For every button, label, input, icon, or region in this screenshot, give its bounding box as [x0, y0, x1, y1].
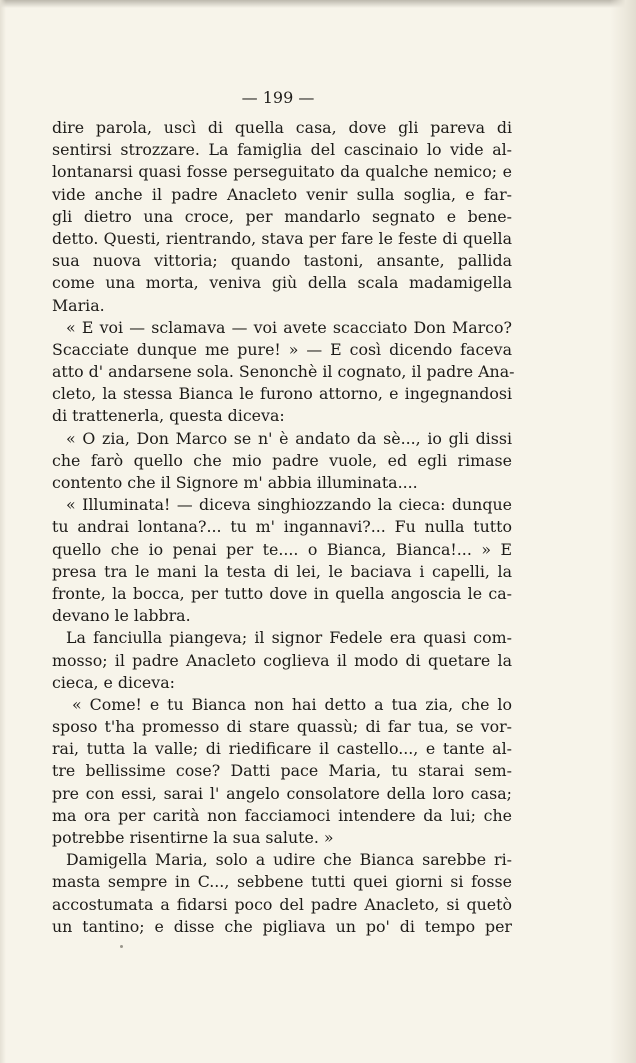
text-line: cleto, la stessa Bianca le furono attorno, e ingegnandosi	[52, 384, 512, 404]
text-line: La fanciulla piangeva; il signor Fedele era quasi com-	[66, 628, 512, 648]
text-line: tu andrai lontana?... tu m' ingannavi?... Fu nulla tutto	[52, 517, 512, 537]
text-line: che farò quello che mio padre vuole, ed egli rimase	[52, 450, 512, 470]
body-text	[52, 117, 515, 938]
text-line: « O zia, Don Marco se n' è andato da sè..., io gli dissi	[66, 428, 512, 448]
text-line: Scacciate dunque me pure! » — E così dicendo faceva	[52, 339, 512, 359]
text-line: sposo t'ha promesso di stare quassù; di far tua, se vor-	[52, 717, 512, 737]
page-top-shadow	[0, 0, 636, 8]
text-line: sentirsi strozzare. La famiglia del cascinaio lo vide al-	[52, 140, 512, 160]
text-line: « Illuminata! — diceva singhiozzando la cieca: dunque	[66, 495, 512, 515]
text-line: presa tra le mani la testa di lei, le baciava i capelli, la	[52, 561, 512, 581]
text-line: potrebbe risentirne la sua salute. »	[52, 828, 334, 847]
text-line: fronte, la bocca, per tutto dove in quella angoscia le ca-	[52, 583, 512, 603]
text-line: ma ora per carità non facciamoci intendere da lui; che	[52, 805, 512, 825]
text-line: masta sempre in C..., sebbene tutti quei giorni si fosse	[52, 872, 512, 892]
text-line: gli dietro una croce, per mandarlo segnato e bene-	[52, 206, 512, 226]
text-line: di trattenerla, questa diceva:	[52, 406, 285, 426]
page-left-shadow	[0, 0, 6, 1063]
text-line: cieca, e diceva:	[52, 672, 175, 692]
text-line: come una morta, veniva giù della scala madamigella	[52, 273, 512, 293]
text-line: atto d' andarsene sola. Senonchè il cognato, il padre Ana-	[52, 362, 515, 382]
text-line: Damigella Maria, solo a udire che Bianca sarebbe ri-	[66, 850, 512, 870]
text-line: pre con essi, sarai l' angelo consolatore della loro casa;	[52, 783, 512, 803]
text-line: un tantino; e disse che pigliava un po' di tempo per	[52, 916, 512, 936]
text-line: contento che il Signore m' abbia illuminata....	[52, 473, 418, 492]
page-right-shadow	[610, 0, 636, 1063]
text-line: lontanarsi quasi fosse perseguitato da qualche nemico; e	[52, 162, 512, 182]
text-line: vide anche il padre Anacleto venir sulla soglia, e far-	[52, 184, 512, 204]
text-line: detto. Questi, rientrando, stava per fare le feste di quella	[52, 228, 512, 248]
text-line: « E voi — sclamava — voi avete scacciato Don Marco?	[66, 317, 512, 337]
text-line: quello che io penai per te.... o Bianca, Bianca!... » E	[52, 539, 512, 559]
text-line: Maria.	[52, 295, 105, 315]
text-line: devano le labbra.	[52, 606, 191, 626]
text-line: mosso; il padre Anacleto coglieva il modo di quetare la	[52, 650, 512, 670]
paper-speck	[120, 945, 123, 948]
text-line: tre bellissime cose? Datti pace Maria, tu starai sem-	[52, 761, 512, 781]
page-number: — 199 —	[241, 88, 315, 107]
text-line: accostumata a fidarsi poco del padre Anacleto, si quetò	[52, 894, 512, 914]
text-line: rai, tutta la valle; di riedificare il castello..., e tante al-	[52, 739, 512, 759]
text-line: sua nuova vittoria; quando tastoni, ansante, pallida	[52, 251, 512, 271]
text-line: « Come! e tu Bianca non hai detto a tua zia, che lo	[72, 694, 512, 714]
text-line: dire parola, uscì di quella casa, dove gli pareva di	[52, 118, 512, 137]
